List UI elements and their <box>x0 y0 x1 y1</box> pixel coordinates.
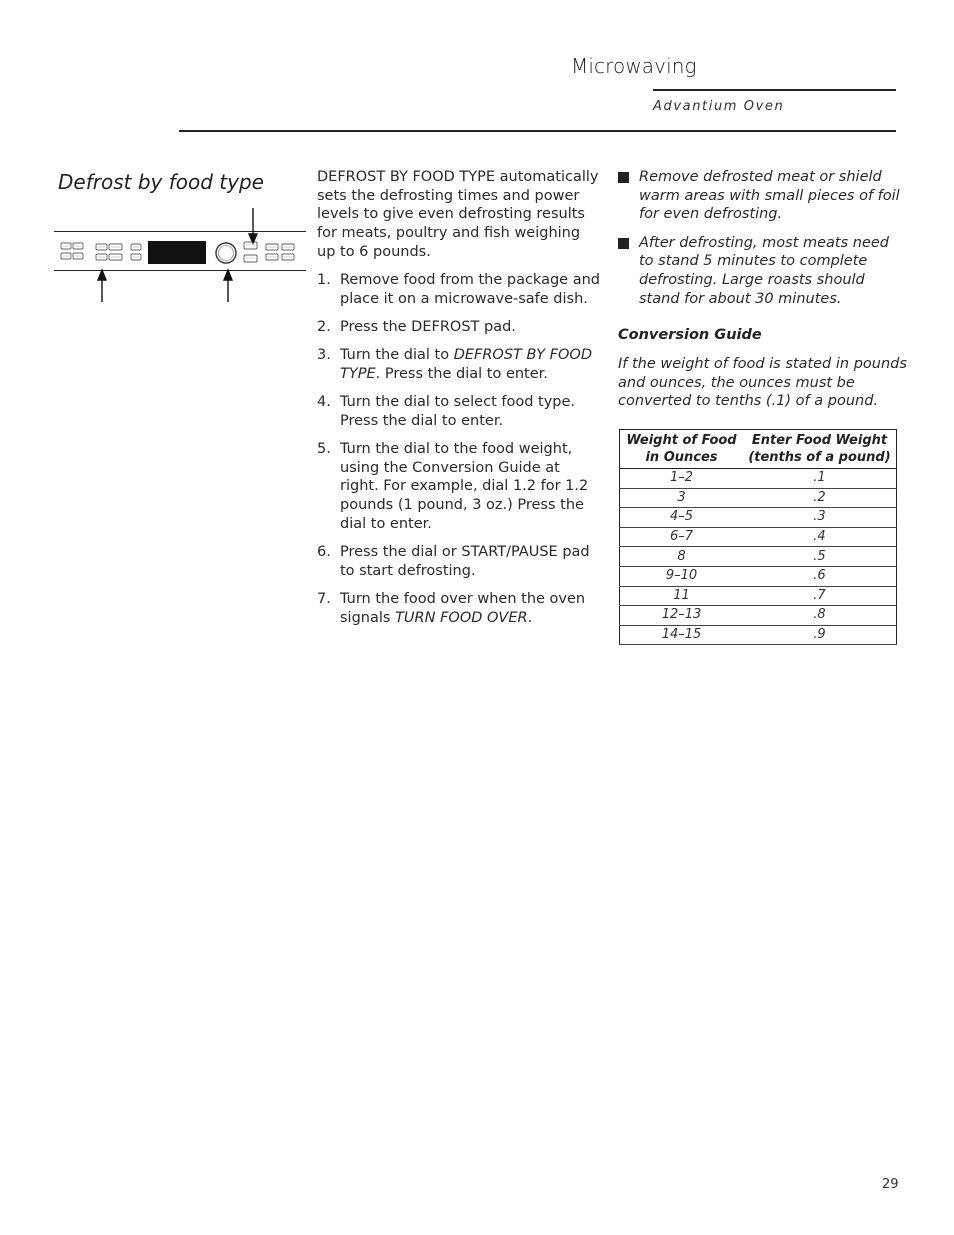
header-rule <box>179 130 896 132</box>
page-number: 29 <box>882 1177 899 1192</box>
table-row: 3 .2 <box>620 488 897 508</box>
conversion-table <box>619 429 897 645</box>
table-header-row <box>620 430 897 469</box>
tip-item: After defrosting, most meats need to stand 5 minutes to complete defrosting. Large roasts should stand for about 30 minutes. <box>617 234 907 309</box>
conversion-heading: Conversion Guide <box>618 327 762 343</box>
table-row: 11 .7 <box>620 586 897 606</box>
table-row: 9–10 .6 <box>620 566 897 586</box>
square-bullet-icon <box>618 172 629 183</box>
section-subtitle: Advantium Oven <box>653 99 785 114</box>
arrow-up-icon <box>224 270 232 280</box>
intro-paragraph: DEFROST BY FOOD TYPE automatically sets the defrosting times and power levels to give even defrosting results for meats, poultry and fish weighing up to 6 pounds. <box>317 169 599 260</box>
square-bullet-icon <box>618 238 629 249</box>
step-item: 4. Turn the dial to select food type. Press the dial to enter. <box>317 394 576 429</box>
tips-list <box>617 168 907 318</box>
arrow-up-icon <box>98 270 106 280</box>
column-header-tenths: Enter Food Weight (tenths of a pound) <box>743 430 897 469</box>
table-row: 4–5 .3 <box>620 508 897 528</box>
column-header-ounces: Weight of Food in Ounces <box>620 430 744 469</box>
section-title: Microwaving <box>571 54 697 78</box>
table-row: 1–2 .1 <box>620 469 897 489</box>
header-rule-short <box>653 89 896 91</box>
step-item: 7. Turn the food over when the oven signals TURN FOOD OVER. <box>317 590 586 626</box>
steps-list <box>317 271 603 637</box>
arrow-down-icon <box>249 234 257 243</box>
step-item: 1. Remove food from the package and place it on a microwave-safe dish. <box>317 272 600 307</box>
table-row: 12–13 .8 <box>620 606 897 626</box>
tip-item: Remove defrosted meat or shield warm areas with small pieces of foil for even defrosting. <box>617 168 907 224</box>
step-item: 2. Press the DEFROST pad. <box>317 318 516 335</box>
step-item: 5. Turn the dial to the food weight, using the Conversion Guide at right. For example, dial 1.2 for 1.2 pounds (1 pound, 3 oz.) Press the dial to enter. <box>317 440 589 532</box>
step-item: 3. Turn the dial to DEFROST BY FOOD TYPE. Press the dial to enter. <box>317 347 593 382</box>
table-row: 8 .5 <box>620 547 897 567</box>
conversion-description: If the weight of food is stated in pounds and ounces, the ounces must be converted to tenths (.1) of a pound. <box>618 356 907 410</box>
table-row: 14–15 .9 <box>620 625 897 645</box>
step-item: 6. Press the dial or START/PAUSE pad to start defrosting. <box>317 543 590 579</box>
table-row: 6–7 .4 <box>620 527 897 547</box>
pointer-arrows <box>40 205 280 305</box>
side-heading: Defrost by food type <box>58 170 264 194</box>
